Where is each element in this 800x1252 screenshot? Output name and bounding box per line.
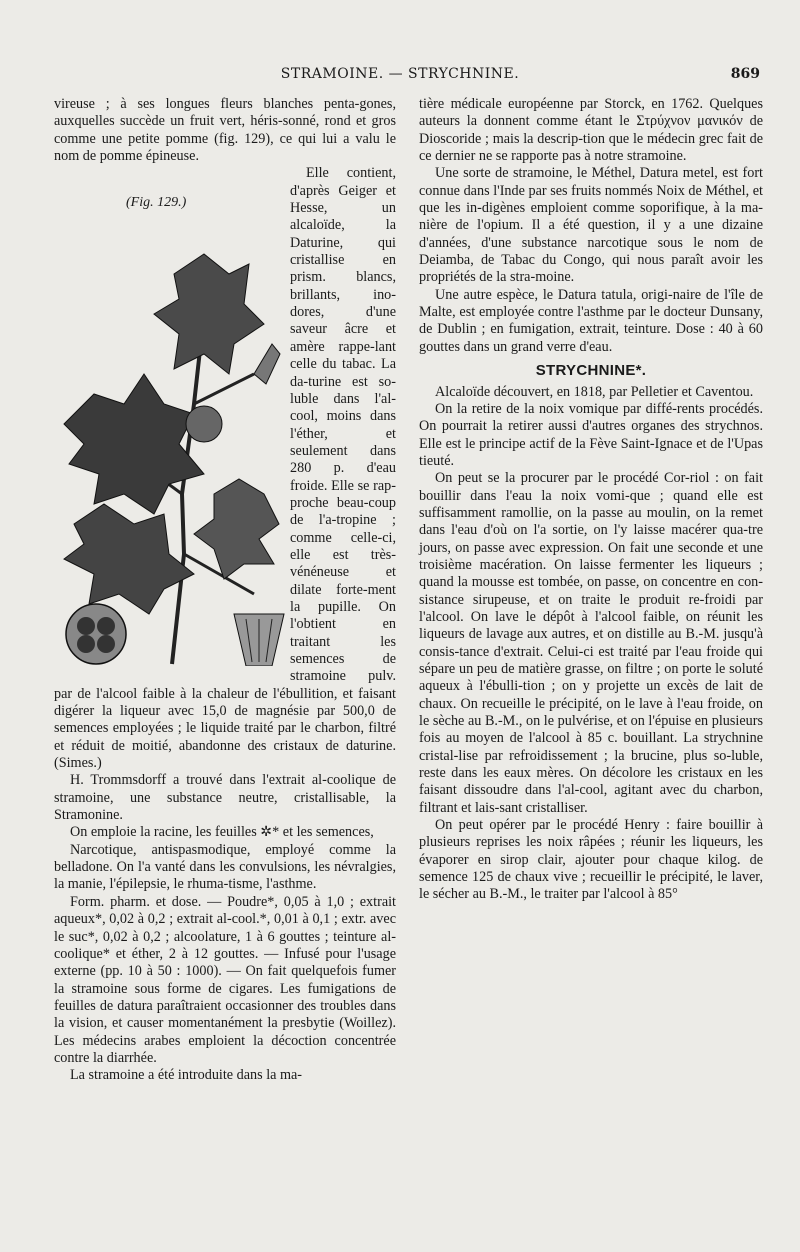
paragraph: Une sorte de stramoine, le Méthel, Datura metel, est fort connue dans l'Inde par ses fruits nommés Noix de Méthel, et que les in-digènes emploient comme soporifique, à la ma-nière de l'opium. Il a été question, il y a une dizaine d'années, d'une substance narcotique sous le nom de Deiamba, de Tabac du Congo, qui nous paraît avoir les propriétés de la stra-moine. (419, 165, 763, 286)
paragraph: On la retire de la noix vomique par diffé-rents procédés. On pourrait la retirer aussi d'autres organes des strychnos. Elle est le principe actif de la Fève Saint-Ignace et de l'Upas tieuté. (419, 400, 763, 469)
paragraph: On peut se la procurer par le procédé Cor-riol : on fait bouillir dans l'eau la noix vomi-que ; quand elle est suffisamment ramollie, on la passe au moulin, on la remet dans l'eau d'où on l'a sortie, on l'y laisse macérer qua-tre jours, on passe avec expression. On fait une seconde et une troisième macération. On laisse fermenter les liqueurs ; quand la mousse est tombée, on passe, on concentre en con-sistance sirupeuse, et on traite le produit re-froidi par l'alcool. On lave le dépôt à l'alcool faible, on réunit les liqueurs de lavage aux autres, et on distille au B.-M. jusqu'à consis-tance d'extrait. Celui-ci est traité par l'eau froide qui sépare un peu de matière grasse, on filtre ; on porte le soluté aqueux à l'ébulli-tion ; on y projette un excès de lait de chaux. On recueille le précipité, on le lave à l'eau froide, on le sèche au B.-M., on le pulvérise, et on l'épuise en plusieurs fois au moyen de l'alcool à 85 c. bouillant. La strychnine cristal-lise par refroidissement ; la brucine, plus so-luble, reste dans les eaux mères. On décolore les cristaux en les faisant dissoudre dans l'al-cool, agitant avec du charbon, filtrant et lais-sant cristalliser. (419, 470, 763, 816)
figure-caption: (Fig. 129.) (126, 195, 187, 211)
left-column (54, 96, 396, 1085)
paragraph: Narcotique, antispasmodique, employé comme la belladone. On l'a vanté dans les convulsions, les névralgies, la manie, l'épilepsie, le rhuma-tisme, l'asthme. (54, 841, 396, 893)
paragraph: On emploie la racine, les feuilles ✲* et les semences, (70, 824, 374, 841)
right-column (419, 96, 763, 904)
stramonium-illustration (54, 194, 286, 666)
page-number: 869 (730, 66, 760, 82)
paragraph: tière médicale européenne par Storck, en 1762. Quelques auteurs la donnent comme étant le Στρύχνον μανικόν de Dioscoride ; mais la descrip-tion que le médecin grec fait de ce dernier ne se rapporte pas à notre stramoine. (419, 96, 763, 165)
paragraph: Form. pharm. et dose. — Poudre*, 0,05 à 1,0 ; extrait aqueux*, 0,02 à 0,2 ; extrait al-cool.*, 0,01 à 0,1 ; extr. avec le suc*, 0,02 à 0,2 ; alcoolature, 1 à 6 gouttes ; teinture al-coolique* et éther, 2 à 12 gouttes. — Infusé pour l'usage externe (pp. 10 à 50 : 1000). — On fait quelquefois fumer la stramoine sous forme de cigares. Les fumigations de feuilles de datura paraîtraient occasionner des troubles dans la vision, et causer momentanément la presbytie (Woillez). Les médecins arabes emploient la décoction concentrée contre la diarrhée. (54, 893, 396, 1066)
running-head: STRAMOINE. — STRYCHNINE. (280, 66, 520, 82)
paragraph: Une autre espèce, le Datura tatula, origi-naire de l'île de Malte, est employée contre l'asthme par le docteur Dunsany, de Dublin ; en fumigation, extrait, teinture. Dose : 40 à 60 gouttes dans un grand verre d'eau. (419, 286, 763, 355)
datura-plant-engraving (54, 194, 286, 666)
paragraph: On peut opérer par le procédé Henry : faire bouillir à plusieurs reprises les noix râpées ; réunir les liqueurs, les évaporer en sirop clair, ajouter pour chaque kilog. de semence 125 de chaux vive ; recueillir le précipité, le laver, le sécher au B.-M., le traiter par l'alcool à 85° (419, 817, 763, 903)
paragraph: La stramoine a été introduite dans la ma- (70, 1067, 303, 1084)
paragraph: Elle contient, d'après Geiger et Hesse, un alcaloïde, la Daturine, qui cristallise en prism. blancs, brillants, ino-dores, d'une saveur âcre et amère rappe-lant celle du tabac. La da-turine est so-luble dans l'al-cool, moins dans l'éther, et seulement dans 280 p. d'eau froide. Elle se rap-proche beau-coup de l'a-tropine ; comme celle-ci, elle est très-vénéneuse et dilate forte-ment la pupille. On l'obtient en traitant les semences de stramoine pulv. par de l'alcool faible à la chaleur de l'ébullition, et faisant digérer la liqueur avec 15,0 de magnésie par 500,0 de semences employées ; le liquide traité par le charbon, filtré et réduit de moitié, abandonne des cristaux de daturine. (Simes.) (54, 165, 396, 772)
section-title: STRYCHNINE*. (535, 362, 647, 380)
paragraph: vireuse ; à ses longues fleurs blanches penta-gones, auxquelles succède un fruit vert, héris-sonné, rond et gros comme une petite pomme (fig. 129), ce qui lui a valu le nom de pomme épineuse. (54, 96, 396, 165)
page-header (40, 66, 760, 90)
paragraph: H. Trommsdorff a trouvé dans l'extrait al-coolique de stramoine, une substance neutre, cristallisable, la Stramonine. (54, 772, 396, 824)
paragraph: Alcaloïde découvert, en 1818, par Pelletier et Caventou. (435, 383, 754, 400)
